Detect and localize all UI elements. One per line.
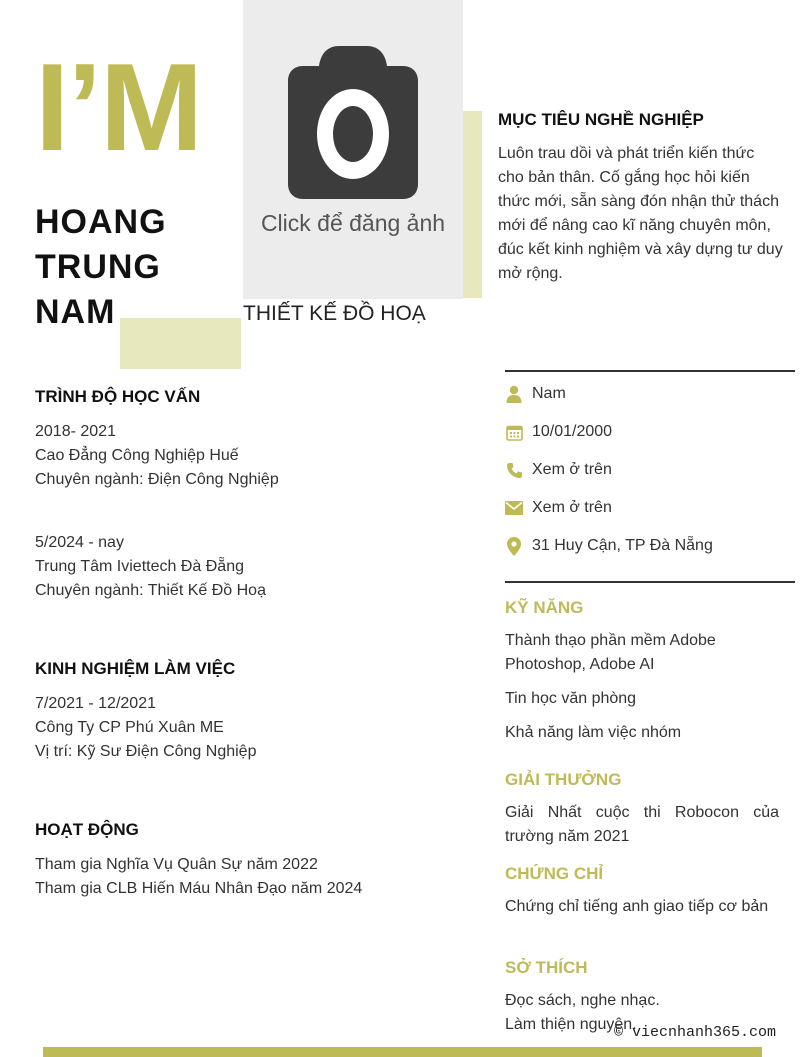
education-detail: Chuyên ngành: Điện Công Nghiệp [35, 471, 279, 488]
photo-upload[interactable] [243, 0, 463, 299]
activity-item: Tham gia CLB Hiến Máu Nhân Đạo năm 2024 [35, 880, 363, 897]
name-line-2: TRUNG [35, 248, 161, 286]
hobbies-heading: SỞ THÍCH [505, 958, 588, 977]
gender-value: Nam [532, 385, 566, 402]
copyright-watermark: © viecnhanh365.com [614, 1024, 777, 1041]
experience-company: Công Ty CP Phú Xuân ME [35, 719, 224, 736]
im-title: I’M [35, 39, 202, 177]
education-detail: Chuyên ngành: Thiết Kế Đồ Hoạ [35, 582, 266, 599]
activity-item: Tham gia Nghĩa Vụ Quân Sự năm 2022 [35, 856, 318, 873]
skill-item: Khả năng làm việc nhóm [505, 724, 682, 741]
camera-icon [287, 44, 419, 202]
photo-caption: Click để đăng ảnh [260, 210, 446, 236]
info-dob [505, 420, 795, 444]
skills-heading: KỸ NĂNG [505, 598, 584, 617]
activities-list [35, 853, 465, 901]
footer-accent-bar [43, 1047, 762, 1057]
name-line-3: NAM [35, 293, 116, 331]
skill-item: Tin học văn phòng [505, 690, 637, 707]
info-top-divider [505, 370, 795, 372]
dob-value: 10/01/2000 [532, 423, 613, 440]
photo-accent-bar [463, 111, 482, 298]
skill-item: Thành thạo phần mềm Adobe Photoshop, Adobe AI [505, 632, 716, 673]
experience-position: Vị trí: Kỹ Sư Điện Công Nghiệp [35, 743, 257, 760]
education-period: 5/2024 - nay [35, 534, 124, 551]
experience-entry [35, 692, 465, 764]
info-email [505, 496, 795, 520]
hobby-item: Đọc sách, nghe nhạc. [505, 992, 660, 1009]
candidate-name [35, 200, 167, 335]
education-heading: TRÌNH ĐỘ HỌC VẤN [35, 387, 201, 406]
education-school: Trung Tâm Iviettech Đà Đẵng [35, 558, 244, 575]
awards-heading: GIẢI THƯỞNG [505, 770, 622, 789]
phone-value: Xem ở trên [532, 461, 612, 478]
award-item: Giải Nhất cuộc thi Robocon của trường năm 2021 [505, 804, 779, 845]
location-pin-icon [505, 537, 523, 555]
objective-text: Luôn trau dồi và phát triển kiến thức cho bản thân. Cố gắng học hỏi kiến thức mới, sẵn sàng đón nhận thử thách mới để nâng cao kĩ năng chuyên môn, đúc kết kinh nghiệm và xây dựng tư duy mở rộng. [498, 145, 783, 282]
info-address [505, 534, 795, 558]
education-school: Cao Đẳng Công Nghiệp Huế [35, 447, 239, 464]
certificates-heading: CHỨNG CHỈ [505, 864, 604, 883]
experience-period: 7/2021 - 12/2021 [35, 695, 156, 712]
education-period: 2018- 2021 [35, 423, 116, 440]
info-gender [505, 382, 795, 406]
experience-heading: KINH NGHIỆM LÀM VIỆC [35, 659, 236, 678]
activities-heading: HOẠT ĐỘNG [35, 820, 139, 839]
certificate-item: Chứng chỉ tiếng anh giao tiếp cơ bản [505, 898, 769, 915]
calendar-icon [505, 423, 523, 441]
education-entry [35, 531, 465, 603]
info-phone [505, 458, 795, 482]
info-bottom-divider [505, 581, 795, 583]
address-value: 31 Huy Cận, TP Đà Nẵng [532, 537, 713, 554]
mail-icon [505, 499, 523, 517]
email-value: Xem ở trên [532, 499, 612, 516]
person-icon [505, 385, 523, 403]
education-entry [35, 420, 465, 492]
job-title: THIẾT KẾ ĐỒ HOẠ [243, 302, 426, 325]
objective-heading: MỤC TIÊU NGHỀ NGHIỆP [498, 110, 704, 129]
name-line-1: HOANG [35, 203, 167, 241]
hobby-item: Làm thiện nguyện. [505, 1016, 637, 1033]
phone-icon [505, 461, 523, 479]
